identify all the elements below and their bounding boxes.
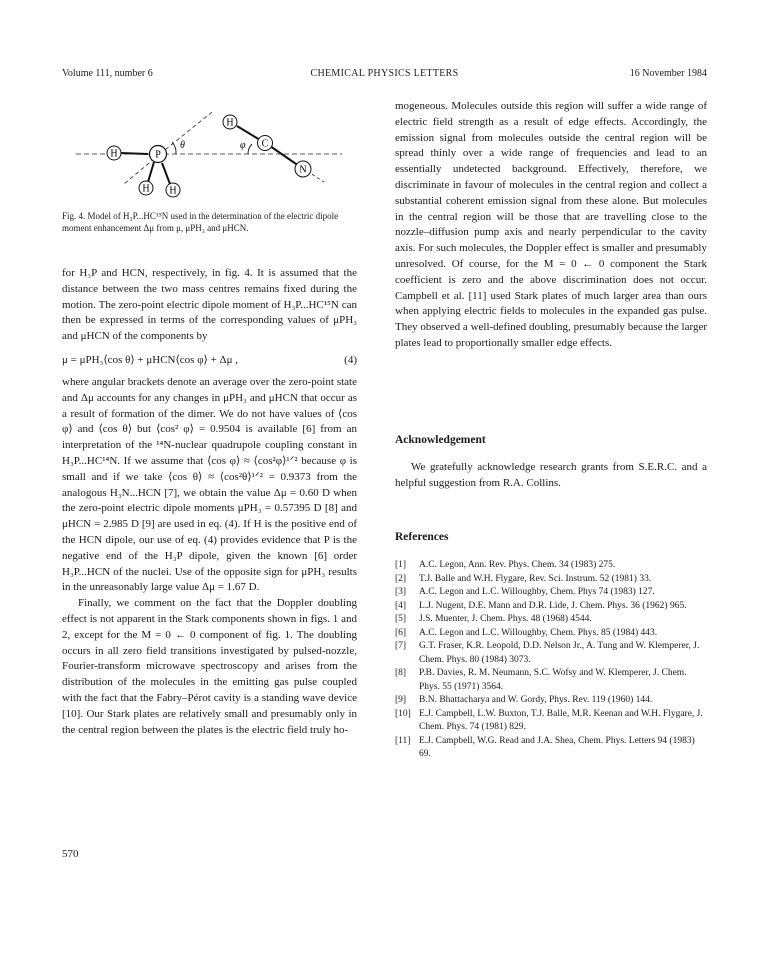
- reference-number: [3]: [395, 587, 407, 597]
- paragraph: for H₃P and HCN, respectively, in fig. 4. It is assumed that the distance between the two mass centres remains fixed during the motion. The zero-point electric dipole moment of H₃P...HC¹⁵N can then be expressed in terms of the corresponding values of μPH₃ and μHCN of the components by: [62, 267, 357, 343]
- equation-4: [62, 353, 357, 369]
- reference-text: E.J. Campbell, W.G. Read and J.A. Shea, Chem. Phys. Letters 94 (1983) 69.: [419, 735, 695, 759]
- reference-text: L.J. Nugent, D.E. Mann and D.R. Lide, J. Chem. Phys. 36 (1962) 965.: [419, 600, 687, 611]
- figure-caption: Fig. 4. Model of H₃P...HC¹⁵N used in the determination of the electric dipole moment enhancement Δμ from μ, μPH₃ and μHCN.: [62, 211, 339, 233]
- reference-list: [395, 559, 707, 762]
- phi-arc: [248, 144, 252, 154]
- atom-p-label: P: [155, 149, 161, 161]
- reference-text: E.J. Campbell, L.W. Buxton, T.J. Balle, M.R. Keenan and W.H. Flygare, J. Chem. Phys. 74 (1981) 829.: [419, 708, 703, 732]
- bond-h-c: [237, 126, 260, 140]
- reference-number: [4]: [395, 600, 407, 611]
- reference-item: [395, 559, 707, 573]
- reference-item: [395, 600, 707, 614]
- reference-item: [395, 613, 707, 627]
- atom-h-bottom-right-label: H: [169, 185, 177, 197]
- paragraph: mogeneous. Molecules outside this region will suffer a wide range of electric field strength as a result of edge effects. Accordingly, the emission signal from molecules outside the central region will be spread thinly over a wide range of frequencies and lead to an essentially undetected background. Effectively, therefore, we discriminate in favour of molecules in the central region and collect a substantial coherent emission signal from these alone. But molecules in the central region will be those that are travelling close to the nozzle–diffusion pump axis and nearly perpendicular to the cavity axis. For such molecules, the Doppler effect is smaller and presumably unresolved. Of course, for the M = 0 ← 0 component the Stark coefficient is zero and the above discrimination does not occur. Campbell et al. [11] used Stark plates of much larger area than ours when applying electric fields to molecules in the expanded gas pulse. They observed a well-defined doubling, presumably because the larger plates lead to proportionally smaller edge effects.: [395, 100, 707, 349]
- acknowledgement-text: We gratefully acknowledge research grants from S.E.R.C. and a helpful suggestion from R.A. Collins.: [395, 461, 707, 489]
- reference-number: [8]: [395, 668, 407, 678]
- reference-item: [395, 586, 707, 600]
- page-number: 570: [62, 848, 79, 860]
- reference-number: [1]: [395, 560, 407, 570]
- reference-number: [10]: [395, 708, 411, 719]
- reference-number: [6]: [395, 627, 407, 638]
- reference-number: [7]: [395, 641, 407, 651]
- reference-text: A.C. Legon and L.C. Willoughby, Chem. Phys. 85 (1984) 443.: [419, 627, 658, 638]
- journal-title: CHEMICAL PHYSICS LETTERS: [310, 68, 459, 79]
- equation-body: μ = μPH₃⟨cos θ⟩ + μHCN⟨cos φ⟩ + Δμ ,: [62, 353, 239, 366]
- reference-text: J.S. Muenter, J. Chem. Phys. 48 (1968) 4544.: [419, 614, 592, 624]
- reference-number: [9]: [395, 695, 407, 705]
- reference-text: G.T. Fraser, K.R. Leopold, D.D. Nelson Jr., A. Tung and W. Klemperer, J. Chem. Phys. 80 (1984) 3073.: [419, 641, 700, 665]
- references-section: [395, 531, 707, 762]
- acknowledgement-section: [395, 434, 707, 492]
- right-column: [395, 99, 707, 352]
- reference-text: A.C. Legon and L.C. Willoughby, Chem. Phys 74 (1983) 127.: [419, 587, 655, 597]
- molecule-diagram: [62, 100, 362, 210]
- reference-item: [395, 627, 707, 641]
- atom-c-label: C: [261, 138, 269, 150]
- ph3-axis: [160, 112, 212, 154]
- bond-p-h-bottom-left: [148, 162, 154, 182]
- phi-label: φ: [240, 140, 246, 151]
- theta-label: θ: [180, 140, 185, 151]
- reference-item: [395, 573, 707, 587]
- reference-number: [2]: [395, 573, 407, 584]
- reference-item: [395, 667, 707, 694]
- reference-item: [395, 735, 707, 762]
- reference-text: T.J. Balle and W.H. Flygare, Rev. Sci. Instrum. 52 (1981) 33.: [419, 573, 652, 584]
- atom-h-left-label: H: [110, 148, 118, 160]
- paragraph: Finally, we comment on the fact that the Doppler doubling effect is not apparent in the Stark components shown in figs. 1 and 2, except for the M = 0 ← 0 component of fig. 1. The doubling occurs in all zero field transitions investigated by pulsed-nozzle, Fourier-transform microwave spectroscopy and arises from the distribution of the molecules in the emitting gas pulse coupled with the fact that the Fabry–Pérot cavity is a standing wave device [10]. Our Stark plates are relatively small and presumably only in the central region between the plates is the electric field truly ho-: [62, 597, 357, 736]
- bond-p-h-bottom-right: [162, 163, 170, 184]
- section-title: References: [395, 531, 449, 543]
- reference-item: [395, 640, 707, 667]
- atom-n-label: N: [299, 164, 307, 176]
- atom-h-top-label: H: [226, 117, 234, 129]
- left-column: [62, 266, 357, 738]
- figure-4-molecular-model: [62, 100, 362, 210]
- issue-date: 16 November 1984: [629, 68, 707, 79]
- reference-item: [395, 694, 707, 708]
- journal-volume: Volume 111, number 6: [62, 68, 153, 79]
- section-title: Acknowledgement: [395, 434, 486, 446]
- bond-p-h-left: [120, 153, 148, 154]
- paragraph: where angular brackets denote an average over the zero-point state and Δμ accounts for any changes in μPH₃ and μHCN that occur as a result of formation of the dimer. We do not have values of ⟨cos φ⟩ and ⟨cos θ⟩ but ⟨cos² φ⟩ = 0.9504 is available [6] from an interpretation of the ¹⁴N-nuclear quadrupole coupling constant in H₃P...HC¹⁴N. If we assume that ⟨cos φ⟩ ≈ ⟨cos²φ⟩¹ᐟ² because φ is small and if we take ⟨cos θ⟩ ≈ ⟨cos²θ⟩¹ᐟ² = 0.9373 from the analogous H₃N...HCN [7], we obtain the value Δμ = 0.60 D when the zero-point electric dipole moments μPH₃ = 0.57395 D [8] and μHCN = 2.985 D [9] are used in eq. (4). If H is the positive end of the HCN dipole, our use of eq. (4) provides evidence that P is the negative end of the H₃P dipole, given the known [6] order H₃P...HCN of the nuclei. Use of the opposite sign for μPH₃ results in the unreasonably large value Δμ = 1.67 D.: [62, 375, 357, 594]
- reference-text: P.B. Davies, R. M. Neumann, S.C. Wofsy and W. Klemperer, J. Chem. Phys. 55 (1971) 3564.: [419, 668, 687, 692]
- reference-text: B.N. Bhattacharya and W. Gordy, Phys. Rev. 119 (1960) 144.: [419, 695, 653, 705]
- reference-number: [11]: [395, 735, 411, 746]
- bond-c-n: [270, 146, 299, 166]
- reference-item: [395, 708, 707, 735]
- reference-text: A.C. Legon, Ann. Rev. Phys. Chem. 34 (1983) 275.: [419, 560, 616, 570]
- running-header: [62, 68, 707, 82]
- reference-number: [5]: [395, 614, 407, 624]
- atom-h-bottom-left-label: H: [142, 183, 150, 195]
- equation-number: (4): [344, 353, 357, 366]
